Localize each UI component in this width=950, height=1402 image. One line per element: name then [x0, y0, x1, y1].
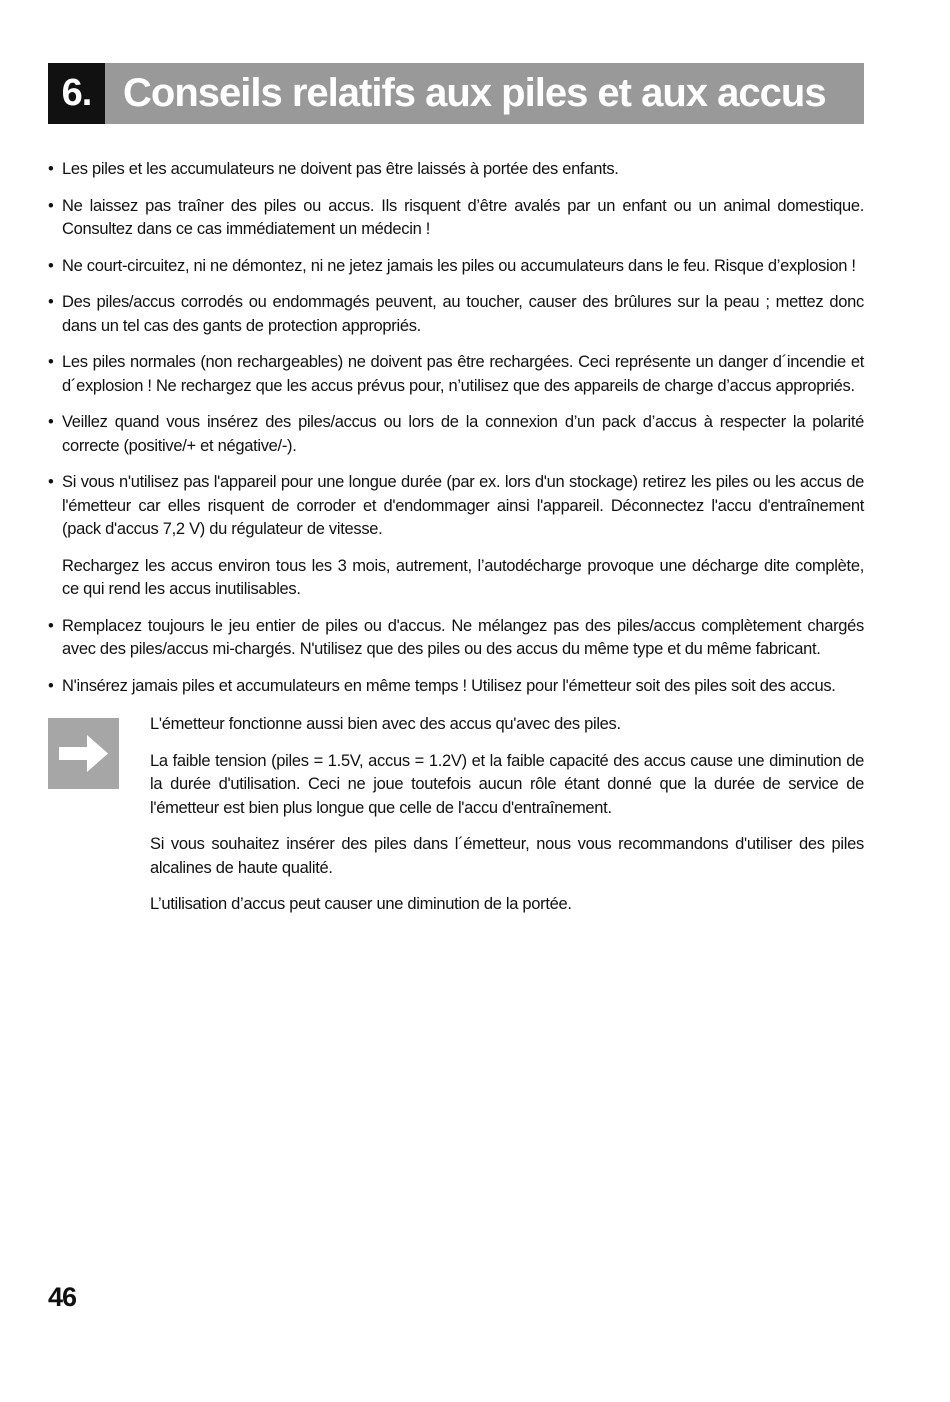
- list-item: [48, 195, 864, 242]
- list-item-text: Les piles normales (non rechargeables) ne doivent pas être rechargées. Ceci représente un danger d´incendie et d´explosion ! Ne rechargez que les accus prévus pour, n’utilisez que des appareils de charge d’accus appropriés.: [62, 353, 864, 395]
- arrow-right-icon: [48, 718, 119, 789]
- list-item-text: Des piles/accus corrodés ou endommagés peuvent, au toucher, causer des brûlures sur la peau ; mettez donc dans un tel cas des gants de protection appropriés.: [62, 293, 864, 335]
- advice-list: [48, 158, 864, 711]
- section-number: 6.: [48, 63, 105, 124]
- bullet: •: [48, 413, 54, 431]
- list-item: [48, 158, 864, 182]
- list-item: [48, 471, 864, 542]
- list-item-text: Remplacez toujours le jeu entier de piles ou d'accus. Ne mélangez pas des piles/accus complètement chargés avec des piles/accus mi-chargés. N'utilisez que des piles ou des accus du même type et du même fabricant.: [62, 616, 864, 658]
- list-item: [48, 291, 864, 338]
- recharge-paragraph: Rechargez les accus environ tous les 3 mois, autrement, l’autodécharge provoque une décharge dite complète, ce qui rend les accus inutilisables.: [62, 556, 864, 598]
- note-block: [48, 713, 864, 930]
- list-item: [48, 255, 864, 279]
- list-item: [48, 615, 864, 662]
- section-header: [48, 63, 864, 124]
- list-item: [48, 675, 864, 699]
- page-number: 46: [48, 1282, 77, 1312]
- bullet: •: [48, 293, 54, 311]
- list-item-text: Ne court-circuitez, ni ne démontez, ni ne jetez jamais les piles ou accumulateurs dans le feu. Risque d’explosion !: [62, 256, 856, 275]
- note-paragraph: La faible tension (piles = 1.5V, accus = 1.2V) et la faible capacité des accus cause une diminution de la durée d'utilisation. Ceci ne joue toutefois aucun rôle étant donné que la durée de service de l'émetteur est bien plus longue que celle de l'accu d'entraînement.: [150, 751, 864, 817]
- bullet: •: [48, 196, 54, 215]
- list-item: [48, 411, 864, 458]
- section-title: Conseils relatifs aux piles et aux accus: [105, 63, 864, 124]
- list-item-text: N'insérez jamais piles et accumulateurs en même temps ! Utilisez pour l'émetteur soit des piles soit des accus.: [62, 676, 836, 695]
- note-paragraph: L'émetteur fonctionne aussi bien avec des accus qu'avec des piles.: [150, 715, 621, 733]
- list-item: [48, 351, 864, 398]
- bullet: •: [48, 473, 54, 491]
- bullet: •: [48, 353, 54, 371]
- bullet: •: [48, 616, 54, 635]
- note-paragraph: Si vous souhaitez insérer des piles dans l´émetteur, nous vous recommandons d'utiliser des piles alcalines de haute qualité.: [150, 835, 864, 877]
- list-item-text: Ne laissez pas traîner des piles ou accus. Ils risquent d’être avalés par un enfant ou un animal domestique. Consultez dans ce cas immédiatement un médecin !: [62, 196, 864, 238]
- bullet: •: [48, 160, 54, 178]
- bullet: •: [48, 256, 54, 275]
- bullet: •: [48, 676, 54, 695]
- note-paragraph: L’utilisation d’accus peut causer une diminution de la portée.: [150, 895, 572, 913]
- list-item-text: Les piles et les accumulateurs ne doivent pas être laissés à portée des enfants.: [62, 160, 619, 178]
- list-item-text: Si vous n'utilisez pas l'appareil pour une longue durée (par ex. lors d'un stockage) retirez les piles ou les accus de l'émetteur car elles risquent de corroder et d'endommager ainsi l'appareil. Déconnectez l'accu d'entraînement (pack d'accus 7,2 V) du régulateur de vitesse.: [62, 473, 864, 538]
- list-item-text: Veillez quand vous insérez des piles/accus ou lors de la connexion d’un pack d’accus à respecter la polarité correcte (positive/+ et négative/-).: [62, 413, 864, 455]
- note-texts: [150, 713, 864, 917]
